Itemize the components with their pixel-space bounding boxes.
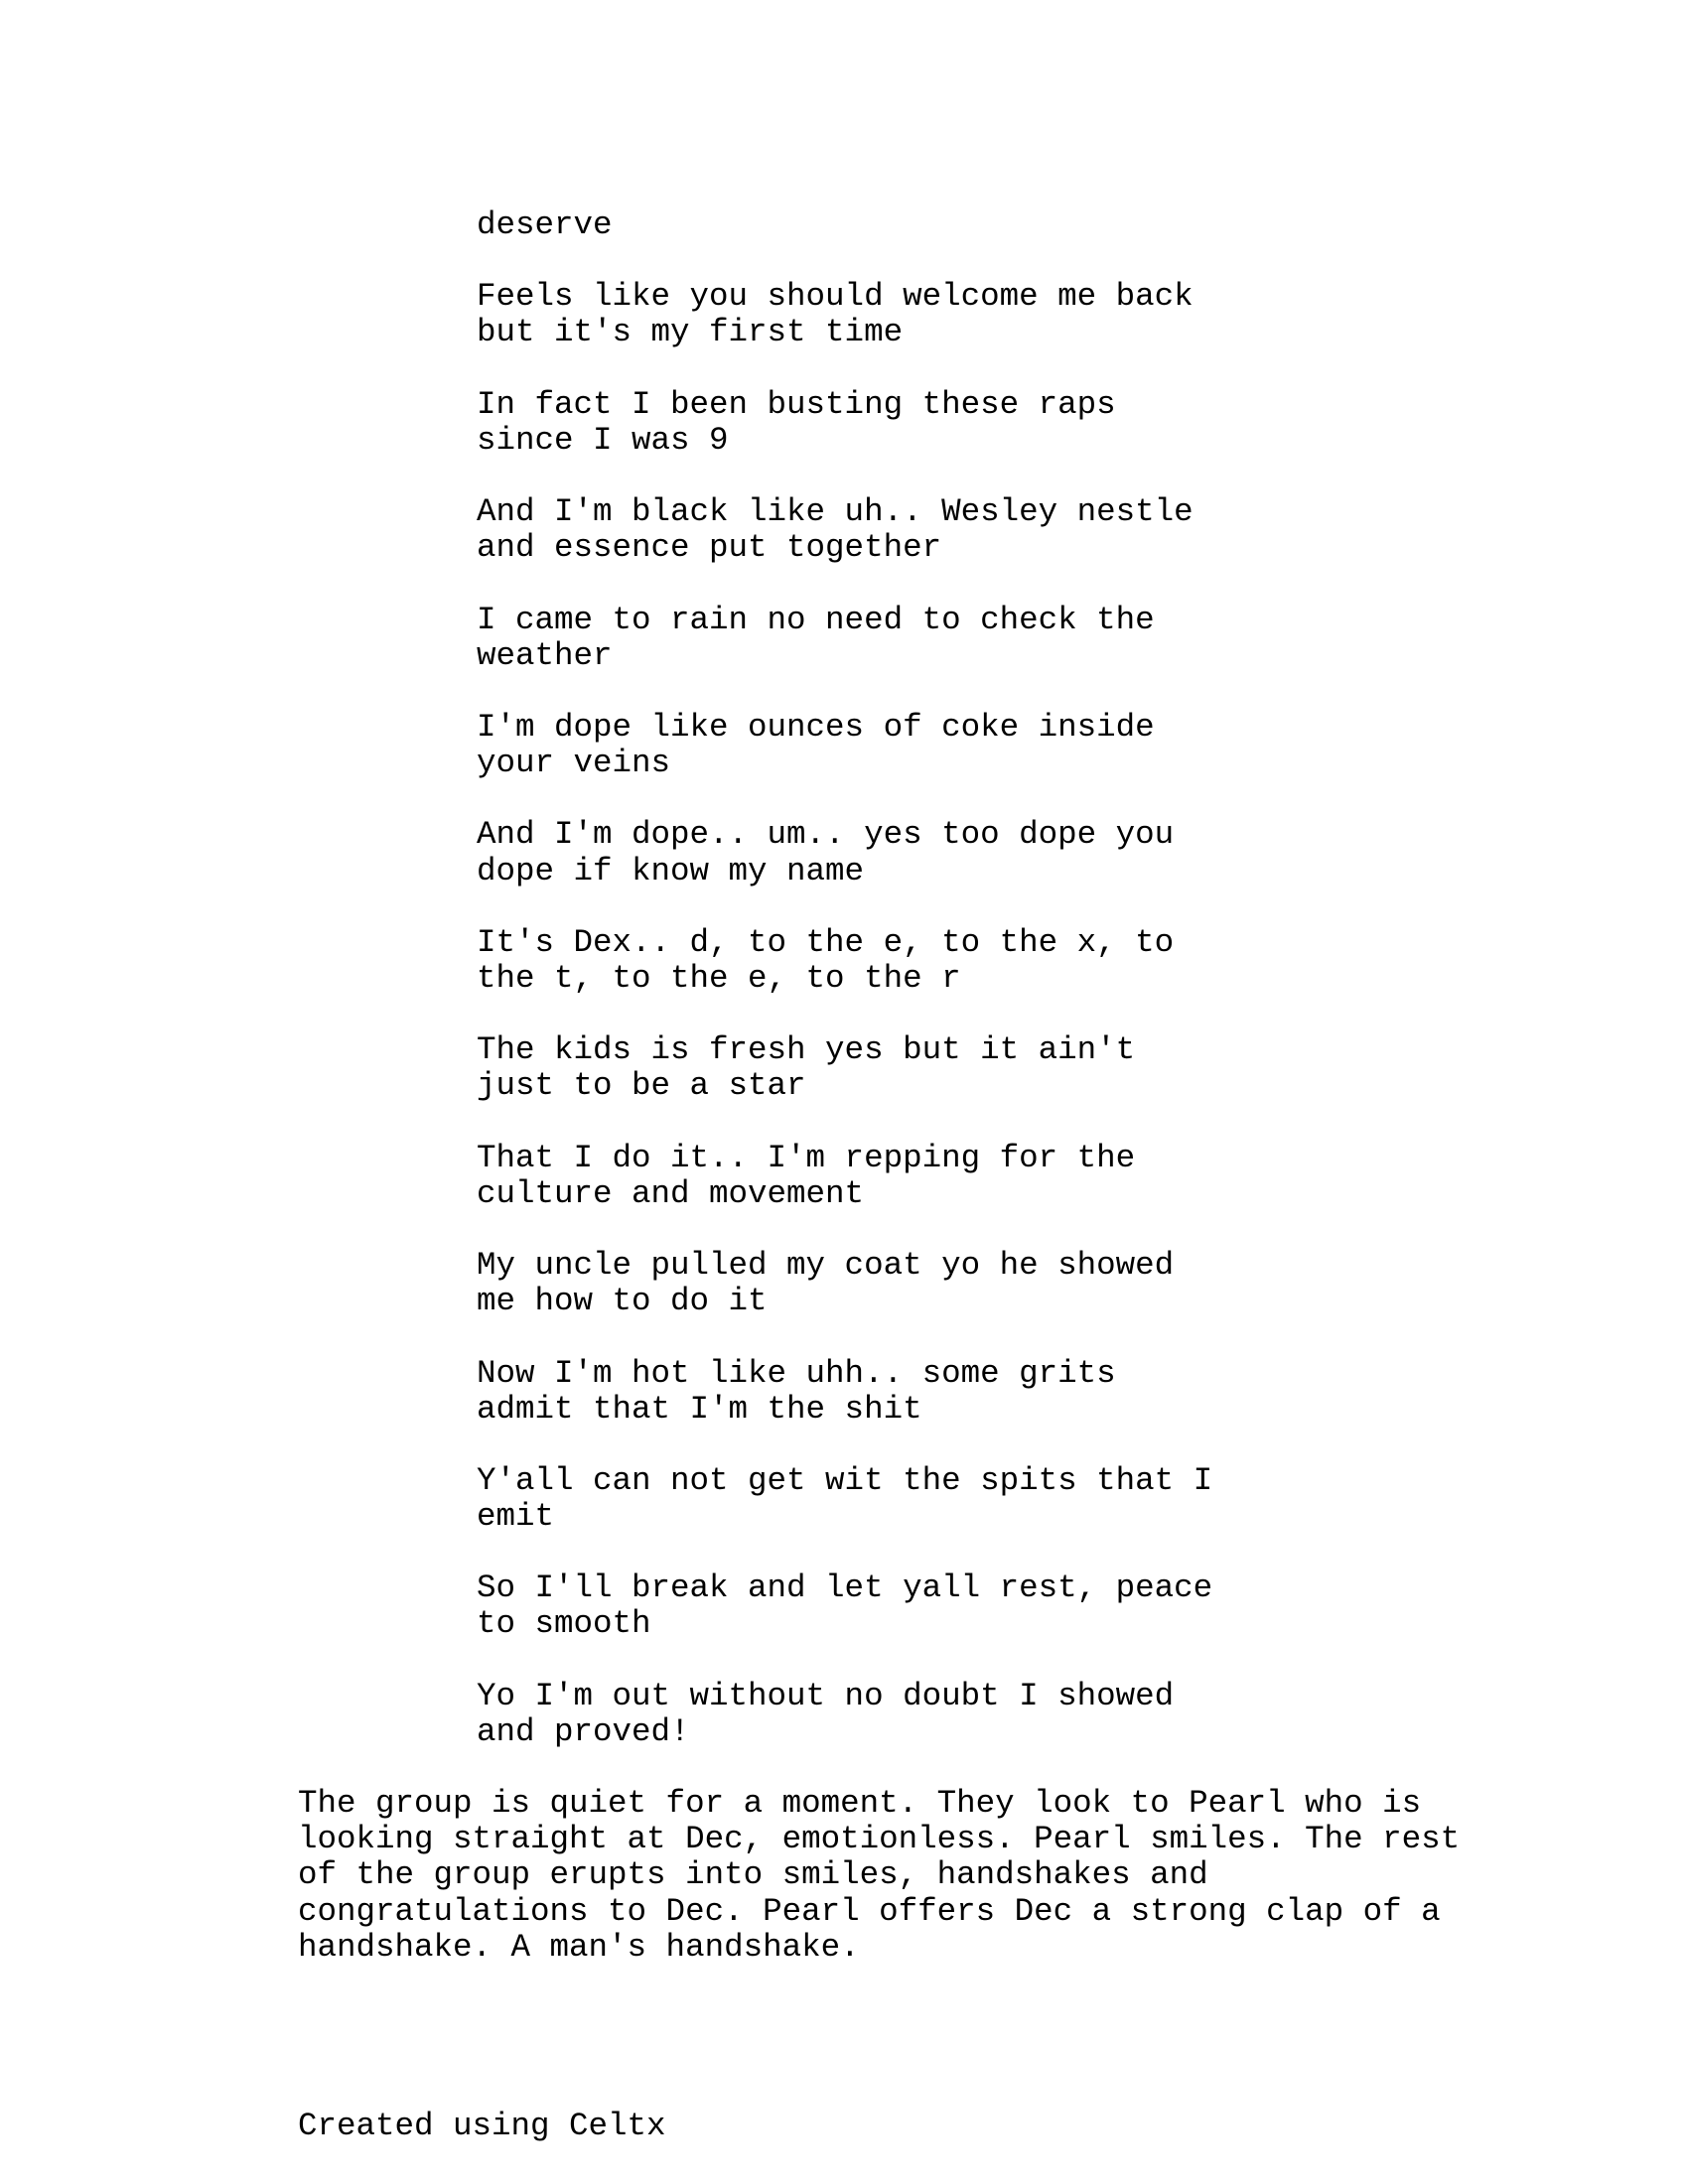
lyric-line: since I was 9 [477,421,729,459]
blank-line [0,1535,1688,1570]
action-line: looking straight at Dec, emotionless. Pearl smiles. The rest [298,1821,1461,1858]
lyric-line: Y'all can not get wit the spits that I [477,1461,1213,1499]
blank-line [0,674,1688,710]
blank-line [0,2001,1688,2037]
script-lines [0,207,1688,2109]
action-line: of the group erupts into smiles, handshakes and [298,1856,1208,1894]
lyric-line: but it's my first time [477,314,904,351]
lyric-line: That I do it.. I'm repping for the [477,1139,1136,1176]
blank-line [0,781,1688,817]
lyric-line: It's Dex.. d, to the e, to the x, to [477,923,1175,961]
blank-line [0,243,1688,279]
script-body [0,207,1688,2145]
lyric-line: to smooth [477,1605,651,1643]
blank-line [0,1212,1688,1248]
lyric-line: I came to rain no need to check the [477,601,1155,638]
blank-line [0,459,1688,494]
lyric-line: In fact I been busting these raps [477,385,1116,423]
lyric-line: culture and movement [477,1174,865,1212]
blank-line [0,1643,1688,1679]
blank-line [0,2037,1688,2073]
blank-line [0,1105,1688,1141]
blank-line [0,2073,1688,2109]
blank-line [0,351,1688,387]
lyric-line: me how to do it [477,1283,768,1320]
lyric-line: weather [477,636,613,674]
blank-line [0,1966,1688,2001]
lyric-line: And I'm dope.. um.. yes too dope you [477,816,1175,854]
lyric-line: deserve [477,206,613,243]
lyric-line: My uncle pulled my coat yo he showed [477,1247,1175,1285]
blank-line [0,1750,1688,1786]
lyric-line: just to be a star [477,1067,806,1105]
action-line: congratulations to Dec. Pearl offers Dec a strong clap of a [298,1892,1441,1930]
action-line: The group is quiet for a moment. They look to Pearl who is [298,1785,1422,1823]
lyric-line: Now I'm hot like uhh.. some grits [477,1354,1116,1392]
blank-line [0,1428,1688,1463]
lyric-line: The kids is fresh yes but it ain't [477,1031,1136,1069]
lyric-line: emit [477,1498,555,1536]
celtx-credit: Created using Celtx [298,2108,666,2145]
blank-line [0,1319,1688,1355]
lyric-line: and proved! [477,1712,690,1750]
lyric-line: So I'll break and let yall rest, peace [477,1570,1213,1607]
blank-line [0,997,1688,1032]
lyric-line: your veins [477,745,671,782]
lyric-line: the t, to the e, to the r [477,959,961,997]
action-line: handshake. A man's handshake. [298,1928,860,1966]
lyric-line: Feels like you should welcome me back [477,278,1194,316]
blank-line [0,889,1688,925]
lyric-line: dope if know my name [477,852,865,889]
lyric-line: I'm dope like ounces of coke inside [477,708,1155,746]
blank-line [0,566,1688,602]
lyric-line: Yo I'm out without no doubt I showed [477,1677,1175,1714]
lyric-line: And I'm black like uh.. Wesley nestle [477,493,1194,531]
lyric-line: admit that I'm the shit [477,1390,922,1428]
lyric-line: and essence put together [477,529,942,567]
